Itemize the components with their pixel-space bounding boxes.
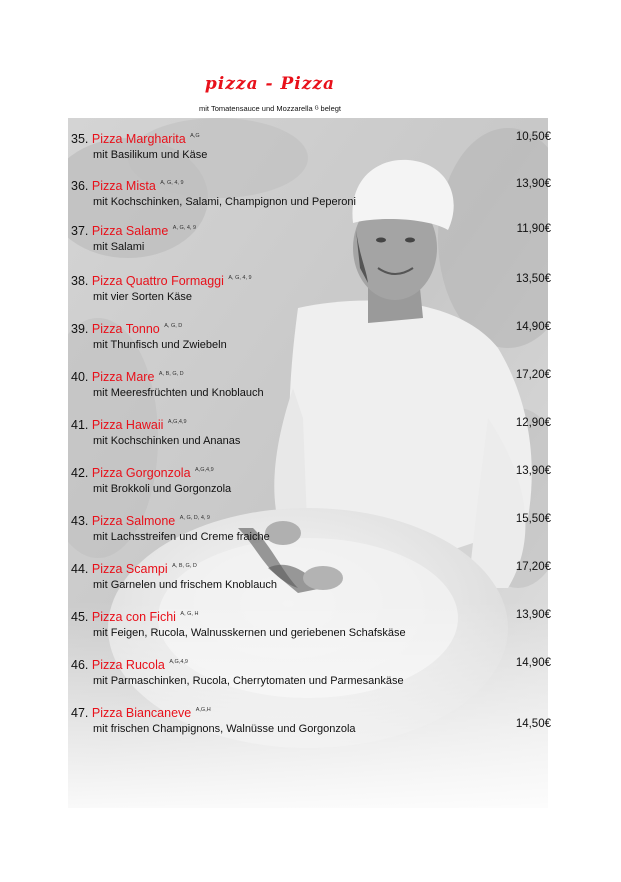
item-number: 44.	[71, 562, 89, 576]
item-description: mit Brokkoli und Gorgonzola	[93, 483, 232, 495]
menu-item	[71, 220, 561, 260]
item-allergens: A,G,H	[195, 707, 211, 713]
item-number: 39.	[71, 322, 89, 336]
menu-item	[71, 318, 561, 358]
item-description: mit frischen Champignons, Walnüsse und Gorgonzola	[93, 723, 356, 735]
item-allergens: A, G, 4, 9	[228, 275, 252, 281]
item-number: 45.	[71, 610, 89, 624]
page-subtitle: mit Tomatensauce und Mozzarella ᴳ belegt	[199, 104, 341, 113]
item-number: 47.	[71, 706, 89, 720]
menu-item	[71, 270, 561, 310]
item-description: mit Thunfisch und Zwiebeln	[93, 339, 227, 351]
menu-item	[71, 414, 561, 454]
item-number: 46.	[71, 658, 89, 672]
item-name: Pizza Hawaii	[91, 418, 164, 432]
item-price: 14,50€	[515, 718, 551, 730]
item-name: Pizza Mista	[91, 179, 156, 193]
item-price: 11,90€	[516, 223, 551, 235]
item-description: mit vier Sorten Käse	[93, 291, 193, 303]
item-number: 40.	[71, 370, 89, 384]
item-description: mit Basilikum und Käse	[93, 149, 208, 161]
item-name: Pizza Quattro Formaggi	[91, 274, 224, 288]
menu-item	[71, 510, 561, 550]
item-allergens: A,G,4,9	[167, 419, 187, 425]
item-number: 35.	[71, 132, 89, 146]
item-price: 13,90€	[515, 178, 551, 190]
item-number: 38.	[71, 274, 89, 288]
item-number: 43.	[71, 514, 89, 528]
item-description: mit Feigen, Rucola, Walnusskernen und geriebenen Schafskäse	[93, 627, 406, 639]
item-number: 37.	[71, 224, 89, 238]
menu-item	[71, 462, 561, 502]
item-name: Pizza Margharita	[91, 132, 186, 146]
item-description: mit Salami	[93, 241, 145, 253]
menu-item	[71, 175, 561, 215]
item-price: 17,20€	[515, 369, 551, 381]
item-description: mit Parmaschinken, Rucola, Cherrytomaten und Parmesankäse	[93, 675, 404, 687]
menu-item	[71, 702, 561, 742]
item-price: 10,50€	[515, 131, 551, 143]
title-separator: -	[265, 74, 274, 94]
item-number: 42.	[71, 466, 89, 480]
item-price: 12,90€	[515, 417, 551, 429]
title-right: Pizza	[280, 74, 336, 94]
item-number: 36.	[71, 179, 89, 193]
item-allergens: A, B, G, D	[172, 563, 197, 569]
item-name: Pizza Biancaneve	[91, 706, 192, 720]
menu-item	[71, 654, 561, 694]
item-price: 14,90€	[515, 657, 551, 669]
item-description: mit Kochschinken, Salami, Champignon und Peperoni	[93, 196, 356, 208]
item-number: 41.	[71, 418, 89, 432]
item-allergens: A, G, D	[164, 323, 183, 329]
item-price: 13,50€	[515, 273, 551, 285]
item-name: Pizza Salmone	[91, 514, 176, 528]
item-name: Pizza Salame	[91, 224, 169, 238]
menu-item	[71, 606, 561, 646]
page-title	[0, 74, 540, 94]
item-allergens: A, G, 4, 9	[160, 180, 184, 186]
item-allergens: A, G, 4, 9	[172, 225, 197, 231]
item-description: mit Lachsstreifen und Creme fraiche	[93, 531, 270, 543]
item-description: mit Garnelen und frischem Knoblauch	[93, 579, 278, 591]
item-allergens: A,G	[190, 133, 200, 139]
item-allergens: A, G, H	[180, 611, 199, 617]
item-name: Pizza Mare	[91, 370, 155, 384]
item-allergens: A,G,4,9	[195, 467, 214, 473]
item-allergens: A, B, G, D	[158, 371, 184, 377]
item-description: mit Kochschinken und Ananas	[93, 435, 241, 447]
menu-item	[71, 366, 561, 406]
item-price: 17,20€	[515, 561, 551, 573]
menu-item	[71, 128, 561, 168]
item-description: mit Meeresfrüchten und Knoblauch	[93, 387, 264, 399]
item-name: Pizza Gorgonzola	[91, 466, 191, 480]
item-price: 14,90€	[515, 321, 551, 333]
item-name: Pizza con Fichi	[91, 610, 176, 624]
item-allergens: A,G,4,9	[169, 659, 188, 665]
item-name: Pizza Tonno	[91, 322, 160, 336]
menu-item	[71, 558, 561, 598]
item-name: Pizza Rucola	[91, 658, 165, 672]
item-name: Pizza Scampi	[91, 562, 168, 576]
item-price: 13,90€	[515, 609, 551, 621]
item-allergens: A, G, D, 4, 9	[179, 515, 210, 521]
item-price: 15,50€	[515, 513, 551, 525]
item-price: 13,90€	[515, 465, 551, 477]
title-left: pizza	[204, 74, 259, 94]
